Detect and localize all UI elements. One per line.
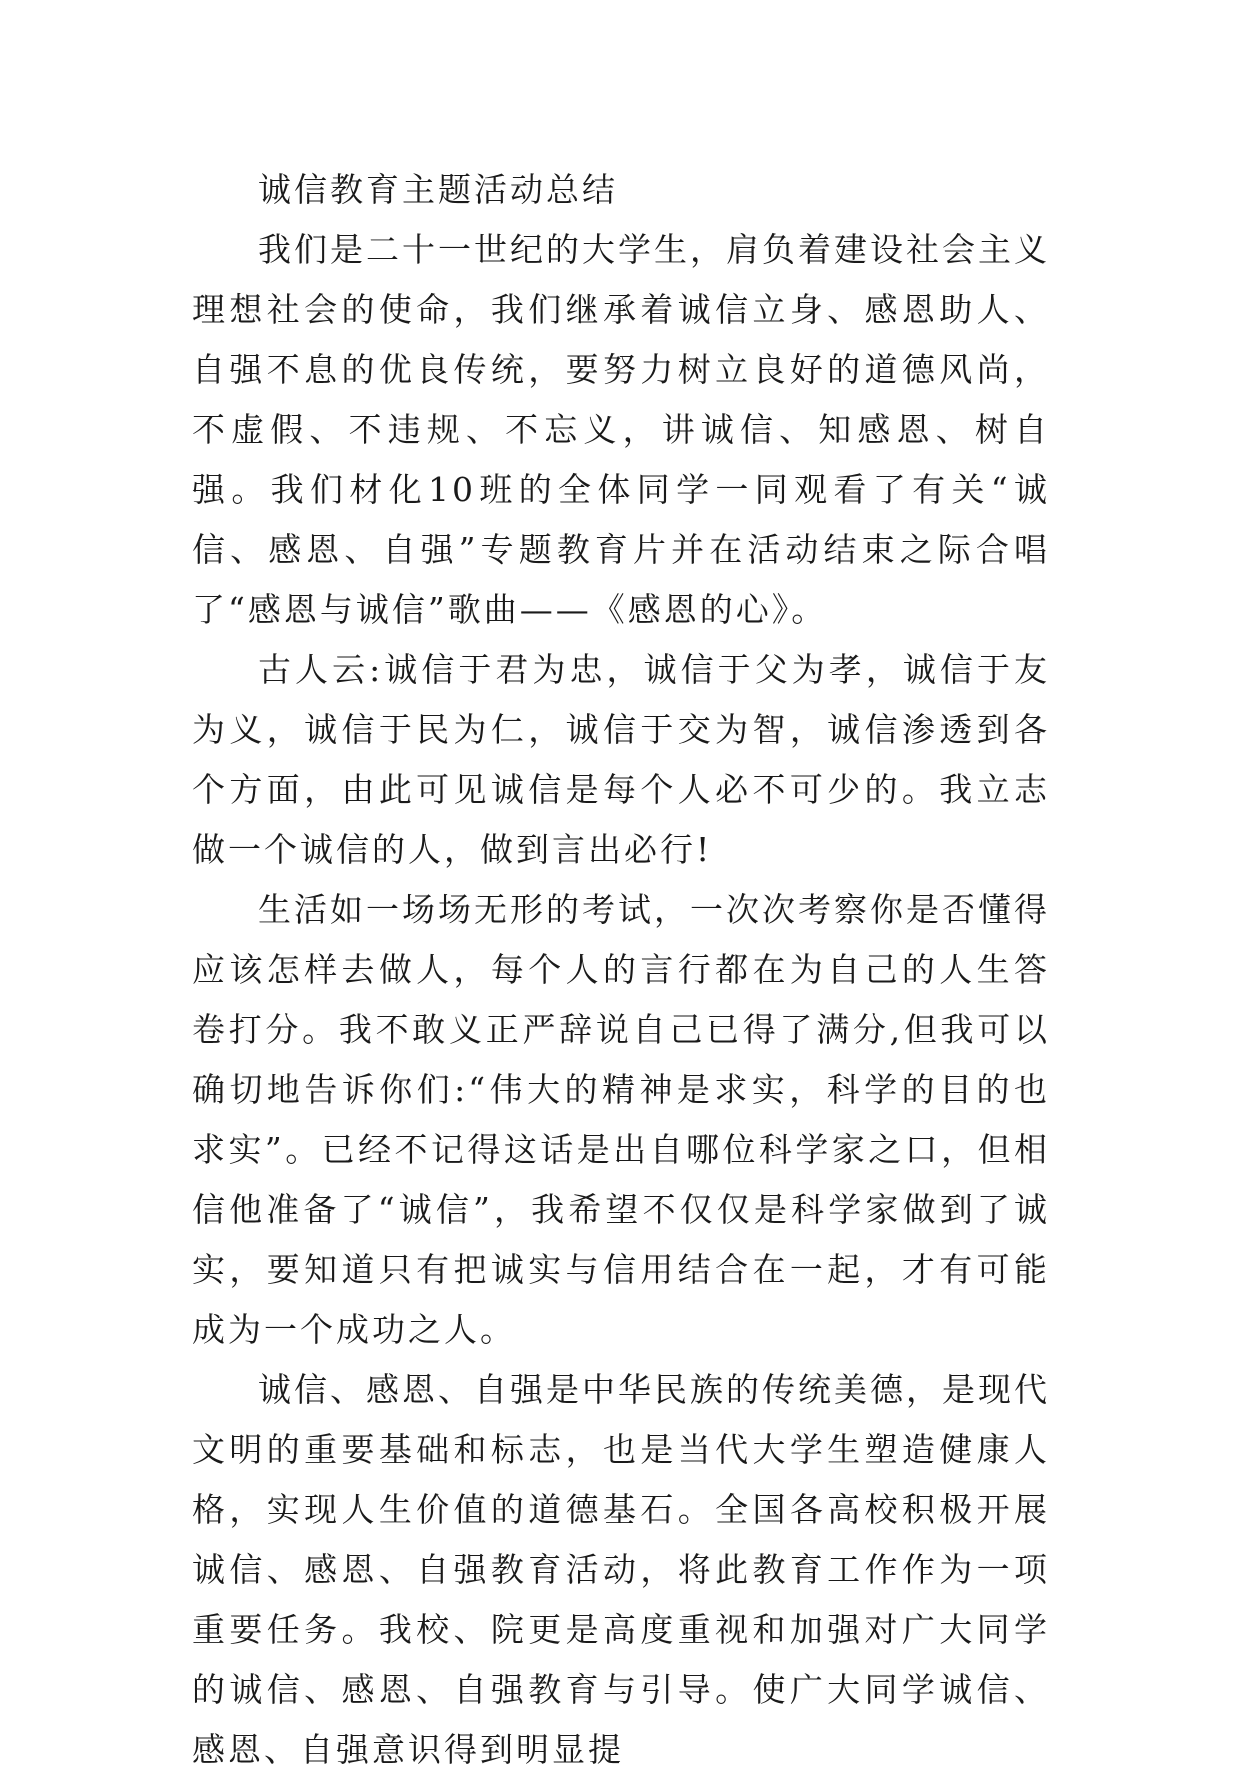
paragraph-2: 古人云:诚信于君为忠，诚信于父为孝，诚信于友为义，诚信于民为仁，诚信于交为智，诚信渗透到各个方面，由此可见诚信是每个人必不可少的。我立志做一个诚信的人，做到言出必行! [192, 650, 1050, 869]
document-title: 诚信教育主题活动总结 [258, 170, 618, 209]
paragraph-1: 我们是二十一世纪的大学生，肩负着建设社会主义理想社会的使命，我们继承着诚信立身、感恩助人、自强不息的优良传统，要努力树立良好的道德风尚，不虚假、不违规、不忘义，讲诚信、知感恩、树自强。我们材化10班的全体同学一同观看了有关“诚信、感恩、自强”专题教育片并在活动结束之际合唱了“感恩与诚信”歌曲——《感恩的心》。 [192, 230, 1050, 629]
paragraph-3: 生活如一场场无形的考试，一次次考察你是否懂得应该怎样去做人，每个人的言行都在为自己的人生答卷打分。我不敢义正严辞说自己已得了满分,但我可以确切地告诉你们:“伟大的精神是求实，科学的目的也求实”。已经不记得这话是出自哪位科学家之口，但相信他准备了“诚信”，我希望不仅仅是科学家做到了诚实，要知道只有把诚实与信用结合在一起，才有可能成为一个成功之人。 [192, 890, 1050, 1349]
document-body [192, 160, 1050, 1780]
paragraph-4: 诚信、感恩、自强是中华民族的传统美德，是现代文明的重要基础和标志，也是当代大学生塑造健康人格，实现人生价值的道德基石。全国各高校积极开展诚信、感恩、自强教育活动，将此教育工作作为一项重要任务。我校、院更是高度重视和加强对广大同学的诚信、感恩、自强教育与引导。使广大同学诚信、感恩、自强意识得到明显提 [192, 1370, 1050, 1769]
